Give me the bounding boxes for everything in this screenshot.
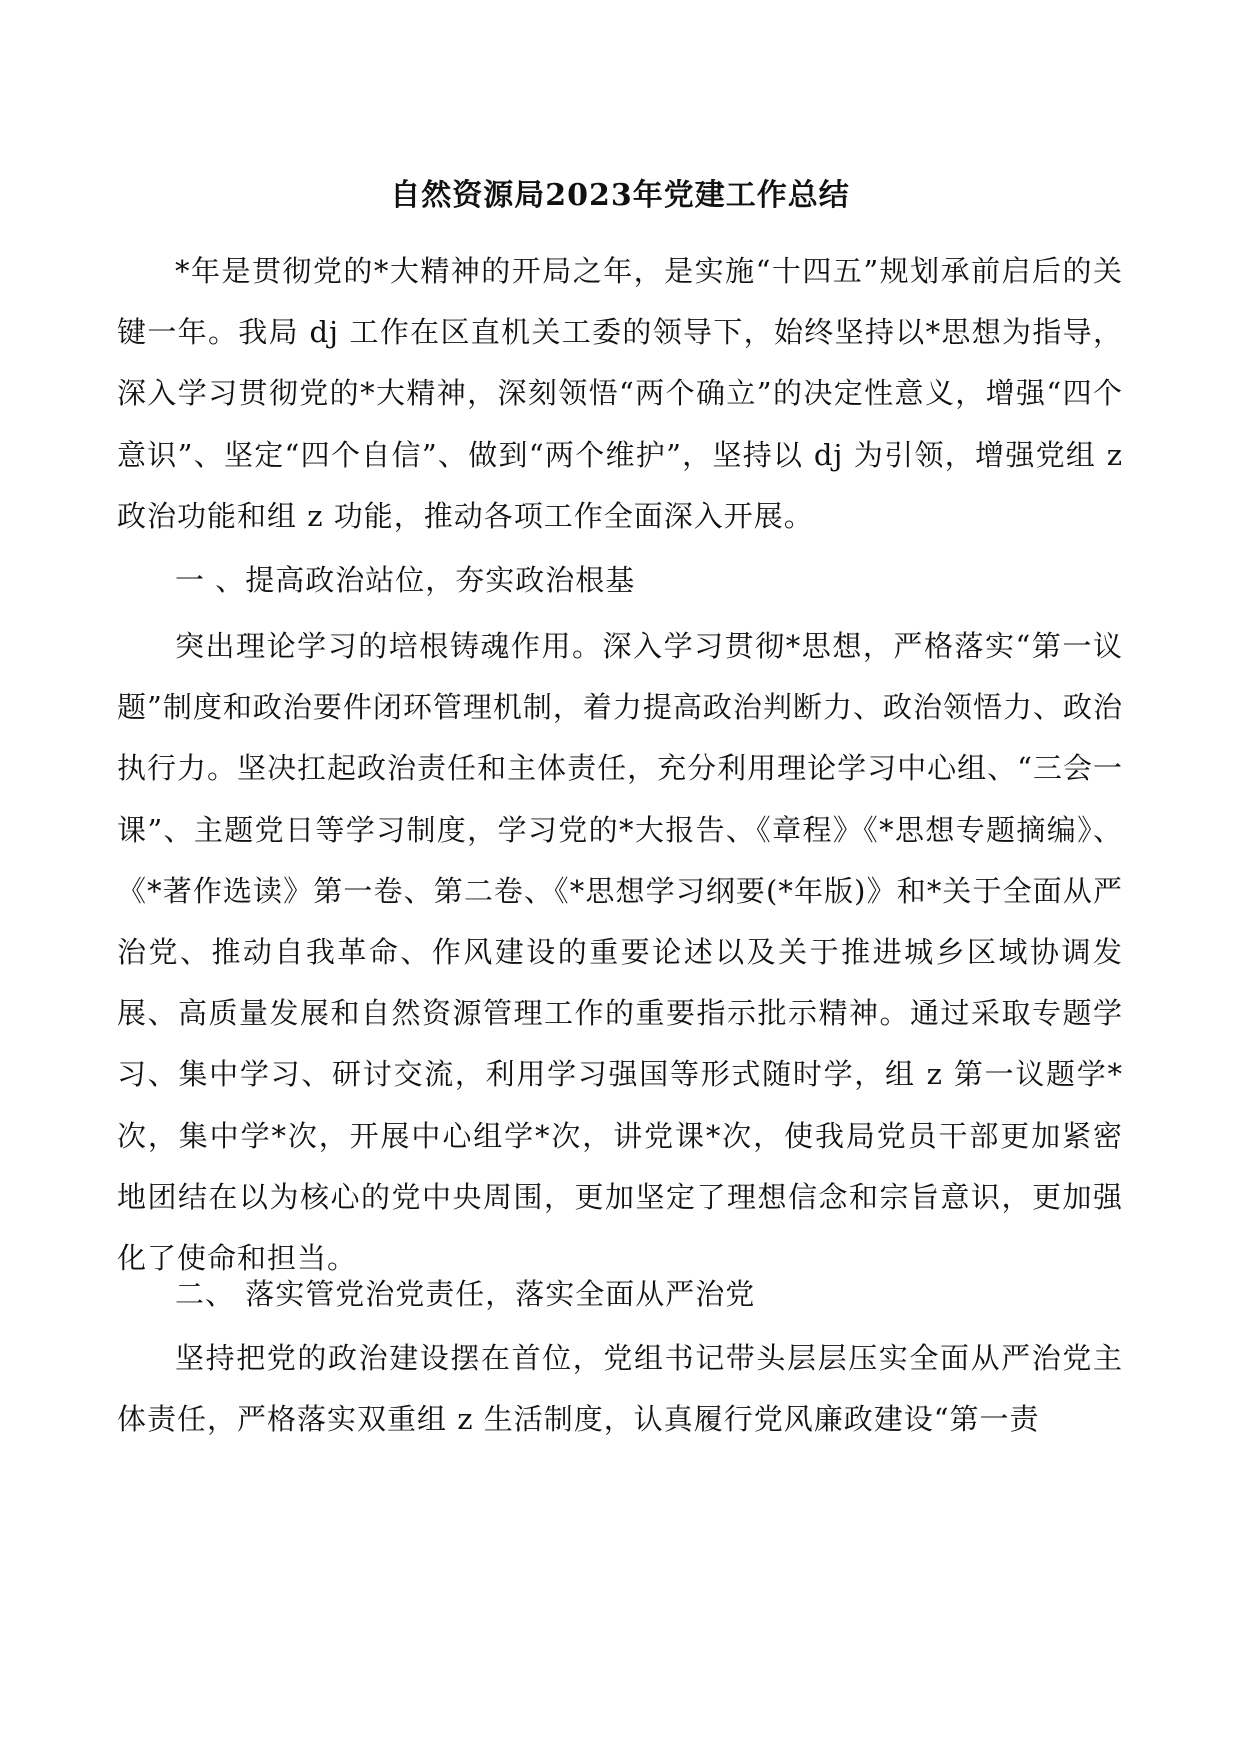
section-2-body: 坚持把党的政治建设摆在首位，党组书记带头层层压实全面从严治党主体责任，严格落实双重组 z 生活制度，认真履行党风廉政建设“第一责: [117, 1341, 1123, 1437]
section-1-heading: 一 、提高政治站位，夯实政治根基: [175, 563, 636, 597]
document-title: 自然资源局2023年党建工作总结: [390, 178, 850, 213]
section-1-body: 突出理论学习的培根铸魂作用。深入学习贯彻*思想，严格落实“第一议题”制度和政治要件闭环管理机制，着力提高政治判断力、政治领悟力、政治执行力。坚决扛起政治责任和主体责任，充分利用理论学习中心组、“三会一课”、主题党日等学习制度，学习党的*大报告、《章程》《*思想专题摘编》、《*著作选读》第一卷、第二卷、《*思想学习纲要(*年版)》和*关于全面从严治党、推动自我革命、作风建设的重要论述以及关于推进城乡区域协调发展、高质量发展和自然资源管理工作的重要指示批示精神。通过采取专题学习、集中学习、研讨交流，利用学习强国等形式随时学，组 z 第一议题学*次，集中学*次，开展中心组学*次，讲党课*次，使我局党员干部更加紧密地团结在以为核心的党中央周围，更加坚定了理想信念和宗旨意识，更加强化了使命和担当。: [117, 629, 1123, 1276]
section-2-heading: 二、 落实管党治党责任，落实全面从严治党: [175, 1277, 756, 1311]
intro-paragraph: *年是贯彻党的*大精神的开局之年，是实施“十四五”规划承前启后的关键一年。我局 dj 工作在区直机关工委的领导下，始终坚持以*思想为指导，深入学习贯彻党的*大精神，深刻领悟“两个确立”的决定性意义，增强“四个意识”、坚定“四个自信”、做到“两个维护”，坚持以 dj 为引领，增强党组 z 政治功能和组 z 功能，推动各项工作全面深入开展。: [117, 254, 1123, 533]
